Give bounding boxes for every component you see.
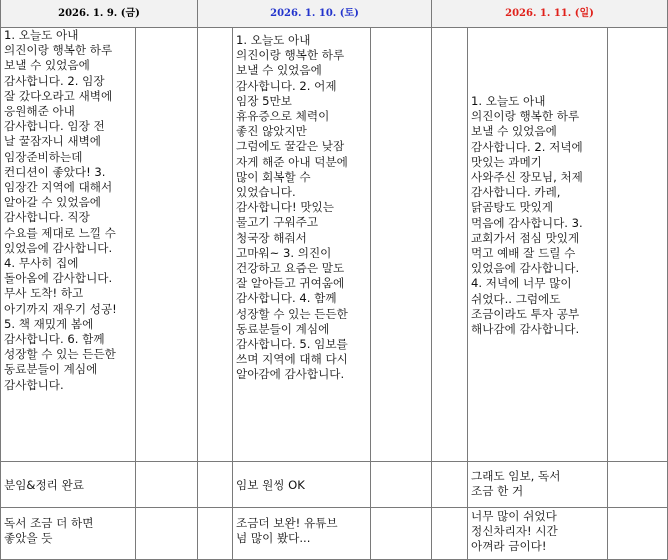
done-cell-fri[interactable]: 분임&정리 완료 [0,462,136,508]
gratitude-cell-sat[interactable]: 1. 오늘도 아내 의진이랑 행복한 하루 보낼 수 있었음에 감사합니다. 2. 어제 임장 5만보 휴유증으로 체력이 좋진 않았지만 그럼에도 꿀같은 낮잠 자게 해준 아내 덕분에 많이 회복할 수 있었습니다. 감사합니다! 맛있는 물고기 구워주고 청국장 해줘서 고마워~ 3. 의진이 건강하고 요즘은 말도 잘 알아듣고 귀여움에 감사합니다. 4. 함께 성장할 수 있는 든든한 동료분들이 계심에 감사합니다. 5. 임보를 쓰며 지역에 대해 다시 알아감에 감사합니다. [233,28,371,462]
empty-cell[interactable] [371,462,432,508]
empty-cell[interactable] [608,28,668,462]
header-date-sun: 2026. 1. 11. (일) [432,0,668,28]
empty-cell[interactable] [608,508,668,560]
reflection-cell-fri[interactable]: 독서 조금 더 하면 좋았을 듯 [0,508,136,560]
done-cell-sun[interactable]: 그래도 임보, 독서 조금 한 거 [468,462,608,508]
empty-cell[interactable] [371,28,432,462]
header-date-sat: 2026. 1. 10. (토) [198,0,432,28]
reflection-cell-sun[interactable]: 너무 많이 쉬었다 정신차리자! 시간 아껴라 금이다! [468,508,608,560]
empty-cell[interactable] [432,28,468,462]
empty-cell[interactable] [198,508,233,560]
empty-cell[interactable] [136,28,198,462]
header-date-fri: 2026. 1. 9. (금) [0,0,198,28]
empty-cell[interactable] [608,462,668,508]
done-cell-sat[interactable]: 임보 원씽 OK [233,462,371,508]
empty-cell[interactable] [371,508,432,560]
gratitude-cell-fri[interactable]: 1. 오늘도 아내 의진이랑 행복한 하루 보낼 수 있었음에 감사합니다. 2. 임장 잘 갔다오라고 새벽에 응원해준 아내 감사합니다. 임장 전 날 꿀잠자니 새벽에 임장준비하는데 컨디션이 좋았다! 3. 임장간 지역에 대해서 알아갈 수 있었음에 감사합니다. 직장 수요를 제대로 느낄 수 있었음에 감사합니다. 4. 무사히 집에 돌아옴에 감사합니다. 무사 도착! 하고 아기까지 재우기 성공! 5. 책 재밌게 봄에 감사합니다. 6. 함께 성장할 수 있는 든든한 동료분들이 계심에 감사합니다. [0,28,136,462]
empty-cell[interactable] [136,508,198,560]
reflection-cell-sat[interactable]: 조금더 보완! 유튜브 넘 많이 봤다... [233,508,371,560]
empty-cell[interactable] [198,462,233,508]
empty-cell[interactable] [136,462,198,508]
empty-cell[interactable] [432,508,468,560]
empty-cell[interactable] [198,28,233,462]
empty-cell[interactable] [432,462,468,508]
gratitude-cell-sun[interactable]: 1. 오늘도 아내 의진이랑 행복한 하루 보낼 수 있었음에 감사합니다. 2. 저녁에 맛있는 과메기 사와주신 장모님, 처제 감사합니다. 카레, 닭곰탕도 맛있게 먹음에 감사합니다. 3. 교회가서 점심 맛있게 먹고 예배 잘 드릴 수 있었음에 감사합니다. 4. 저녁에 너무 많이 쉬었다.. 그럼에도 조금이라도 투자 공부 해나감에 감사합니다. [468,28,608,462]
